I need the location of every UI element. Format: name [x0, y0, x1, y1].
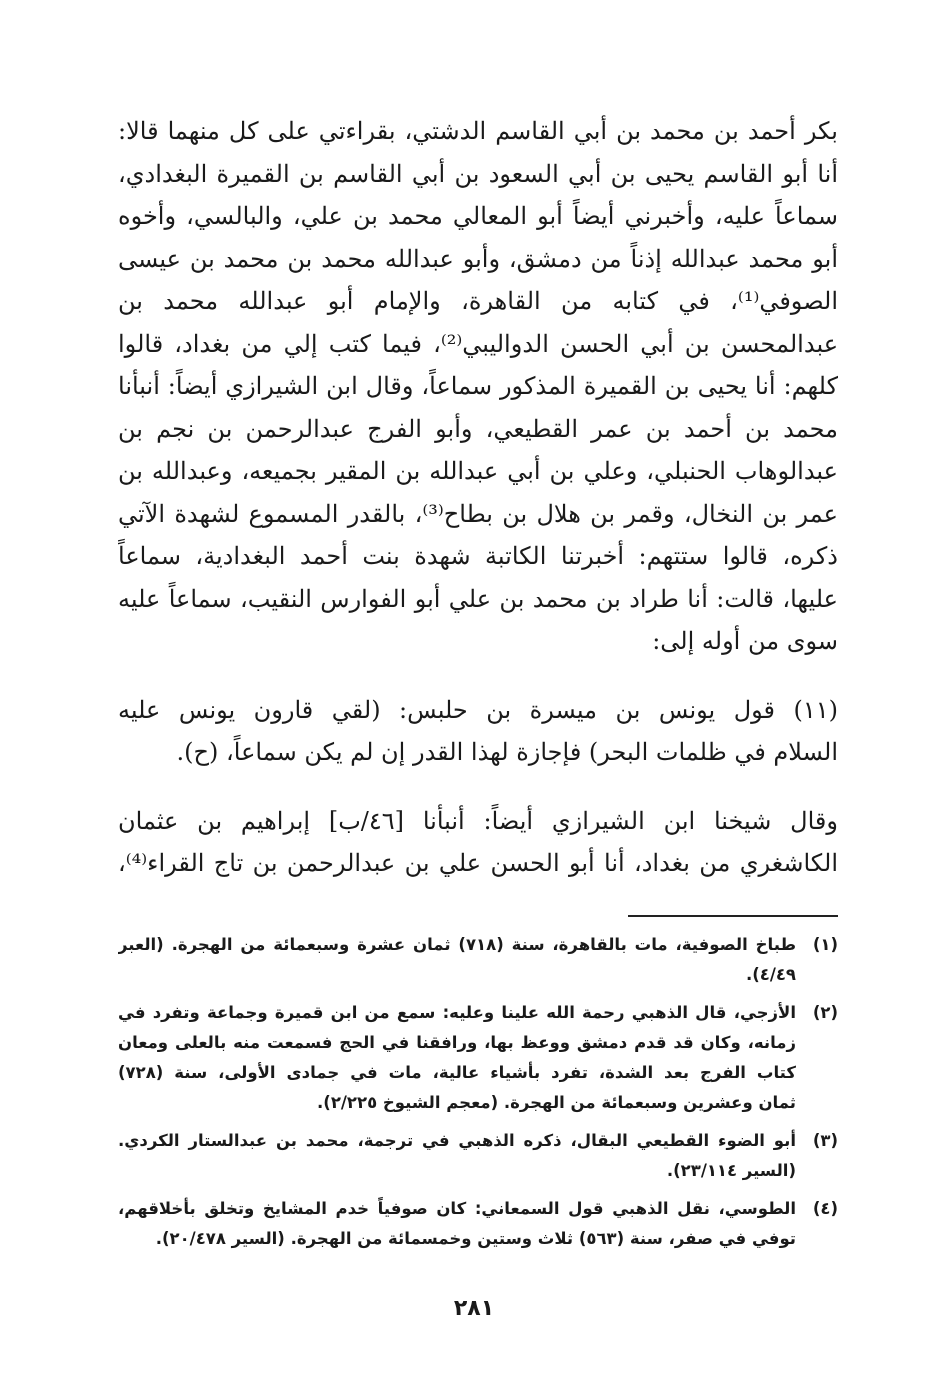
paragraph-gap: [118, 774, 838, 800]
text-line: عمر بن النخال، وقمر بن هلال بن بطاح⁽³⁾، بالقدر المسموع لشهدة الآتي: [118, 499, 838, 528]
paragraph-gap: [118, 663, 838, 689]
footnote-line: ثمان وعشرين وسبعمائة من الهجرة. (معجم الشيوخ ٢/٢٢٥).: [317, 1093, 796, 1112]
main-text: [118, 110, 838, 885]
footnote-number: (٤): [812, 1199, 838, 1218]
footnote-body: [118, 1194, 796, 1254]
text-line: سوى من أوله إلى:: [652, 627, 838, 655]
footnote-body: [118, 1126, 796, 1186]
footnote-line: ٤/٤٩).: [745, 965, 796, 984]
footnote-number: (٢): [812, 1003, 838, 1022]
page-number: ٢٨١: [453, 1296, 495, 1321]
footnote-line: كتاب الفرج بعد الشدة، تفرد بأشياء عالية، مات في جمادى الأولى، سنة (٧٢٨): [118, 1063, 796, 1082]
text-line: ذكره، قالوا ستتهم: أخبرتنا الكاتبة شهدة بنت أحمد البغدادية، سماعاً: [118, 542, 838, 570]
text-line: بكر أحمد بن محمد بن أبي القاسم الدشتي، بقراءتي على كل منهما قالا:: [118, 117, 838, 145]
footnote-number: (٣): [812, 1131, 838, 1150]
text-line: سماعاً عليه، وأخبرني أيضاً أبو المعالي محمد بن علي، والبالسي، وأخوه: [118, 202, 838, 230]
text-line: كلهم: أنا يحيى بن القميرة المذكور سماعاً، وقال ابن الشيرازي أيضاً: أنبأنا: [118, 372, 838, 400]
footnote-number: (١): [812, 935, 838, 954]
footnote-line: الطوسي، نقل الذهبي قول السمعاني: كان صوفياً خدم المشايخ وتخلق بأخلاقهم،: [118, 1199, 796, 1218]
text-line: أبو محمد عبدالله إذناً من دمشق، وأبو عبدالله محمد بن محمد بن عيسى: [118, 244, 838, 273]
footnote-1: [118, 930, 838, 990]
text-line: (١١) قول يونس بن ميسرة بن حلبس: (لقي قارون يونس عليه: [118, 695, 838, 724]
text-line: الكاشغري من بغداد، أنا أبو الحسن علي بن عبدالرحمن بن تاج القراء⁽⁴⁾،: [118, 849, 838, 877]
footnotes: [118, 930, 838, 1262]
footnote-divider: [628, 915, 838, 917]
footnote-body: [118, 998, 796, 1118]
footnote-body: [118, 930, 796, 990]
footnote-3: [118, 1126, 838, 1186]
paragraph-2: [118, 689, 838, 774]
text-line: وقال شيخنا ابن الشيرازي أيضاً: أنبأنا [٤٦/ب] إبراهيم بن عثمان: [118, 806, 838, 835]
footnote-line: طباخ الصوفية، مات بالقاهرة، سنة (٧١٨) ثمان عشرة وسبعمائة من الهجرة. (العبر: [118, 935, 796, 954]
footnote-line: زمانه، وكان قد قدم دمشق ووعظ بها، ورافقنا في الحج فسمعت منه بالعلى ومعان: [118, 1033, 796, 1052]
text-line: أنا أبو القاسم يحيى بن أبي السعود بن أبي القاسم بن القميرة البغدادي،: [118, 159, 838, 188]
text-line: محمد بن أحمد بن عمر القطيعي، وأبو الفرج عبدالرحمن بن نجم بن: [118, 414, 838, 443]
paragraph-3: [118, 800, 838, 885]
footnote-line: الأزجي، قال الذهبي رحمة الله علينا وعليه: سمع من ابن قميرة وجماعة وتفرد في: [118, 1003, 796, 1022]
text-line: الصوفي⁽¹⁾، في كتابه من القاهرة، والإمام أبو عبدالله محمد بن: [118, 287, 838, 315]
footnote-4: [118, 1194, 838, 1254]
text-line: عبدالمحسن بن أبي الحسن الدواليبي⁽²⁾، فيما كتب إلي من بغداد، قالوا: [118, 329, 838, 358]
paragraph-1: [118, 110, 838, 663]
text-line: عبدالوهاب الحنبلي، وعلي بن أبي عبدالله بن المقير بجميعه، وعبدالله بن: [118, 457, 838, 485]
footnote-line: توفي في صفر، سنة (٥٦٣) ثلاث وستين وخمسمائة من الهجرة. (السير ٢٠/٤٧٨).: [155, 1229, 796, 1248]
footnote-line: أبو الضوء القطيعي البقال، ذكره الذهبي في ترجمة، محمد بن عبدالستار الكردي.: [118, 1131, 796, 1150]
footnote-line: (السير ٢٣/١١٤).: [666, 1161, 796, 1180]
footnote-2: [118, 998, 838, 1118]
text-line: عليها، قالت: أنا طراد بن محمد بن علي أبو الفوارس النقيب، سماعاً عليه: [118, 584, 838, 613]
text-line: السلام في ظلمات البحر) فإجازة لهذا القدر إن لم يكن سماعاً، (ح).: [176, 738, 838, 766]
